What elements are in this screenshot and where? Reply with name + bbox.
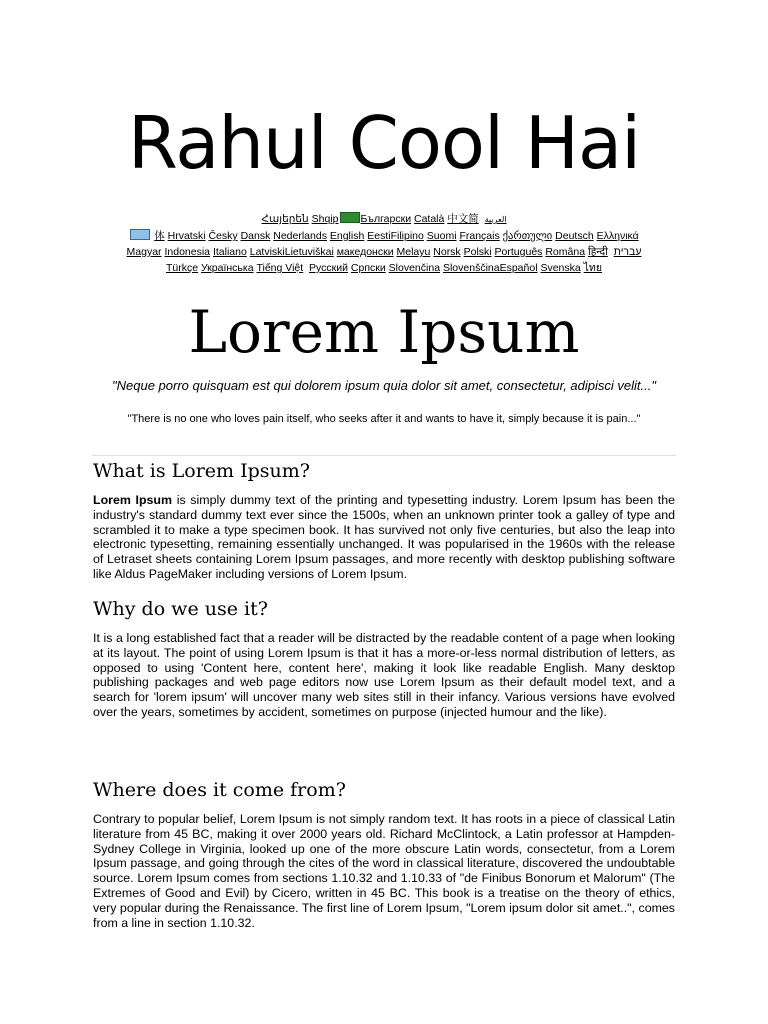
language-link[interactable]: Suomi	[426, 230, 457, 242]
english-quote: "There is no one who loves pain itself, who seeks after it and wants to have it, simply because it is pain..."	[127, 413, 641, 425]
language-link[interactable]: ไทย	[583, 262, 603, 274]
language-link[interactable]: עברית	[613, 246, 642, 258]
language-link[interactable]: Català	[414, 213, 445, 225]
language-link[interactable]: Česky	[208, 230, 238, 242]
bold-lead: Lorem Ipsum	[93, 493, 173, 507]
language-line-4	[92, 260, 676, 276]
language-link[interactable]: Tiếng Việt	[256, 262, 304, 274]
language-link[interactable]: Português	[494, 246, 543, 258]
language-link[interactable]: Dansk	[240, 230, 271, 242]
latin-quote: "Neque porro quisquam est qui dolorem ipsum quia dolor sit amet, consectetur, adipisci velit..."	[112, 378, 656, 393]
language-link[interactable]: Svenska	[540, 262, 581, 274]
flag-icon	[340, 212, 360, 223]
section-text-what-body: is simply dummy text of the printing and typesetting industry. Lorem Ipsum has been the industry's standard dummy text ever since the 1500s, when an unknown printer took a galley of type and scrambled it to make a type specimen book. It has survived not only five centuries, but also the leap into electronic typesetting, remaining essentially unchanged. It was popularised in the 1960s with the release of Letraset sheets containing Lorem Ipsum passages, and more recently with desktop publishing software like Aldus PageMaker including versions of Lorem Ipsum.	[93, 493, 675, 581]
language-link[interactable]: العربية	[484, 215, 507, 224]
language-link[interactable]: Türkçe	[165, 262, 199, 274]
language-link[interactable]: EestiFilipino	[367, 230, 424, 242]
language-line-3	[92, 244, 676, 260]
language-line-2	[92, 228, 676, 244]
language-link[interactable]: Polski	[463, 246, 492, 258]
language-link[interactable]: ქართული	[502, 230, 553, 242]
language-link[interactable]: Српски	[350, 262, 386, 274]
document-title: Rahul Cool Hai	[127, 101, 641, 185]
language-link[interactable]: 中文简	[447, 213, 479, 225]
section-text-why: It is a long established fact that a reader will be distracted by the readable content of a page when looking at its layout. The point of using Lorem Ipsum is that it has a more-or-less normal distribution of letters, as opposed to using 'Content here, content here', making it look like readable English. Many desktop publishing packages and web page editors now use Lorem Ipsum as their default model text, and a search for 'lorem ipsum' will uncover many web sites still in their infancy. Various versions have evolved over the years, sometimes by accident, sometimes on purpose (injected humour and the like).	[93, 631, 675, 719]
language-link[interactable]: Magyar	[126, 246, 162, 258]
language-link[interactable]: Български	[360, 213, 412, 225]
language-link[interactable]: Norsk	[433, 246, 461, 258]
language-link[interactable]: Hrvatski	[167, 230, 206, 242]
language-links	[92, 211, 676, 276]
lorem-ipsum-heading: Lorem Ipsum	[188, 298, 580, 366]
language-line-1	[92, 211, 676, 228]
divider	[92, 455, 676, 456]
language-link[interactable]: हिन्दी	[587, 246, 608, 258]
flag-icon	[130, 229, 150, 240]
language-link[interactable]: Româna	[545, 246, 586, 258]
language-link[interactable]: Nederlands	[273, 230, 327, 242]
language-link[interactable]: македонски	[336, 246, 394, 258]
language-link[interactable]: Українська	[200, 262, 254, 274]
section-text-where: Contrary to popular belief, Lorem Ipsum is not simply random text. It has roots in a piece of classical Latin literature from 45 BC, making it over 2000 years old. Richard McClintock, a Latin professor at Hampden-Sydney College in Virginia, looked up one of the more obscure Latin words, consectetur, from a Lorem Ipsum passage, and going through the cites of the word in classical literature, discovered the undoubtable source. Lorem Ipsum comes from sections 1.10.32 and 1.10.33 of "de Finibus Bonorum et Malorum" (The Extremes of Good and Evil) by Cicero, written in 45 BC. This book is a treatise on the theory of ethics, very popular during the Renaissance. The first line of Lorem Ipsum, "Lorem ipsum dolor sit amet..", comes from a line in section 1.10.32.	[93, 812, 675, 930]
language-link[interactable]: Melayu	[396, 246, 431, 258]
section-text-what	[93, 493, 675, 582]
language-link[interactable]: Slovenčina	[388, 262, 441, 274]
language-link[interactable]: Indonesia	[164, 246, 211, 258]
language-link[interactable]: Shqip	[311, 213, 339, 225]
language-link[interactable]: 体	[154, 230, 165, 242]
language-link[interactable]: Deutsch	[555, 230, 594, 242]
language-link[interactable]: Ελληνικά	[596, 230, 639, 242]
language-link[interactable]: LatviskiLietuviškai	[249, 246, 334, 258]
language-link[interactable]: SlovenščinaEspañol	[442, 262, 538, 274]
language-link[interactable]: Հայերեն	[261, 213, 309, 225]
language-link[interactable]: English	[329, 230, 365, 242]
section-heading-why: Why do we use it?	[93, 598, 268, 620]
language-link[interactable]: Français	[459, 230, 500, 242]
language-link[interactable]: Italiano	[212, 246, 247, 258]
language-link[interactable]: Русский	[309, 262, 348, 274]
section-heading-where: Where does it come from?	[93, 779, 346, 801]
section-heading-what: What is Lorem Ipsum?	[93, 460, 310, 482]
